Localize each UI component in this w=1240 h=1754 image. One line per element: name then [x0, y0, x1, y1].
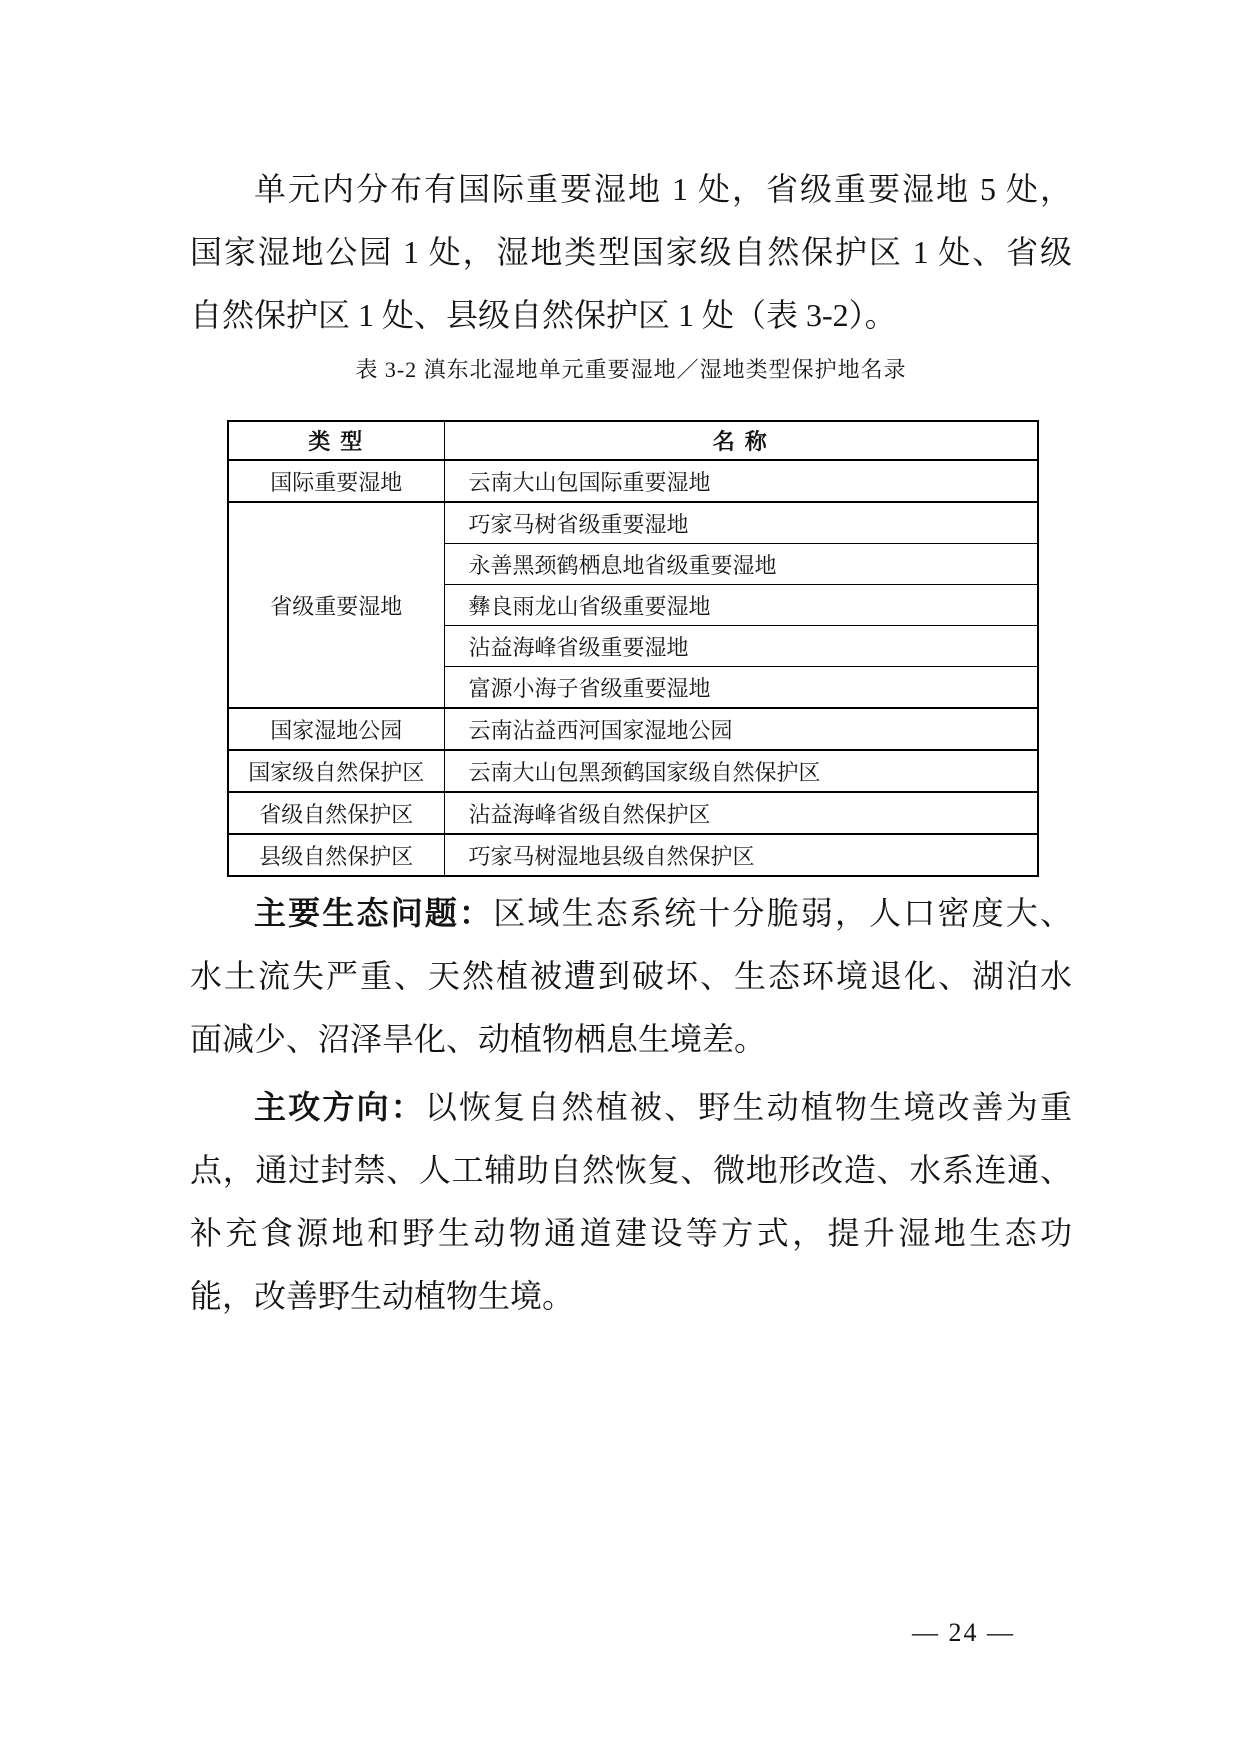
table-row [228, 750, 1038, 792]
type-cell: 国际重要湿地 [228, 460, 444, 502]
name-cell: 云南沾益西河国家湿地公园 [444, 708, 1038, 750]
name-cell: 彝良雨龙山省级重要湿地 [444, 585, 1038, 626]
table-caption: 表 3-2 滇东北湿地单元重要湿地／湿地类型保护地名录 [355, 357, 907, 382]
intro-paragraph [190, 158, 1072, 347]
name-cell: 沾益海峰省级自然保护区 [444, 792, 1038, 834]
column-header-type: 类 型 [228, 421, 444, 460]
name-cell: 巧家马树湿地县级自然保护区 [444, 834, 1038, 876]
table-row [228, 834, 1038, 876]
paragraph-line: 能，改善野生动植物生境。 [190, 1278, 575, 1314]
column-header-name: 名 称 [444, 421, 1038, 460]
table-row [228, 792, 1038, 834]
paragraph-label: 主要生态问题： [254, 895, 494, 931]
type-cell: 县级自然保护区 [228, 834, 444, 876]
paragraph-label: 主攻方向： [254, 1089, 425, 1125]
wetland-protected-areas-table [227, 420, 1039, 877]
type-cell: 国家级自然保护区 [228, 750, 444, 792]
paragraph-line: 面减少、沼泽旱化、动植物栖息生境差。 [190, 1021, 767, 1057]
type-cell: 国家湿地公园 [228, 708, 444, 750]
page-number: — 24 — [912, 1618, 1015, 1647]
ecological-problems-paragraph [190, 882, 1072, 1071]
name-cell: 沾益海峰省级重要湿地 [444, 626, 1038, 667]
table-header-row [228, 421, 1038, 460]
name-cell: 永善黑颈鹤栖息地省级重要湿地 [444, 544, 1038, 585]
name-cell: 云南大山包黑颈鹤国家级自然保护区 [444, 750, 1038, 792]
name-cell: 云南大山包国际重要湿地 [444, 460, 1038, 502]
table-row [228, 708, 1038, 750]
name-cell: 富源小海子省级重要湿地 [444, 667, 1038, 709]
paragraph-line: 国家湿地公园 1 处，湿地类型国家级自然保护区 1 处、省级 [190, 234, 1072, 270]
name-cell: 巧家马树省级重要湿地 [444, 502, 1038, 544]
paragraph-line [190, 1076, 1072, 1139]
paragraph-line: 点，通过封禁、人工辅助自然恢复、微地形改造、水系连通、 [190, 1152, 1072, 1188]
paragraph-line [190, 882, 1072, 945]
paragraph-line: 单元内分布有国际重要湿地 1 处，省级重要湿地 5 处， [254, 171, 1072, 207]
table-row [228, 502, 1038, 544]
page-content [190, 158, 1072, 1328]
main-direction-paragraph [190, 1076, 1072, 1328]
type-cell-merged: 省级重要湿地 [228, 502, 444, 708]
table-row [228, 460, 1038, 502]
paragraph-line: 自然保护区 1 处、县级自然保护区 1 处（表 3-2）。 [190, 297, 897, 333]
paragraph-text: 区域生态系统十分脆弱，人口密度大、 [493, 895, 1072, 931]
type-cell: 省级自然保护区 [228, 792, 444, 834]
paragraph-line: 补充食源地和野生动物通道建设等方式，提升湿地生态功 [190, 1215, 1072, 1251]
paragraph-line: 水土流失严重、天然植被遭到破坏、生态环境退化、湖泊水 [190, 958, 1072, 994]
paragraph-text: 以恢复自然植被、野生动植物生境改善为重 [424, 1089, 1072, 1125]
